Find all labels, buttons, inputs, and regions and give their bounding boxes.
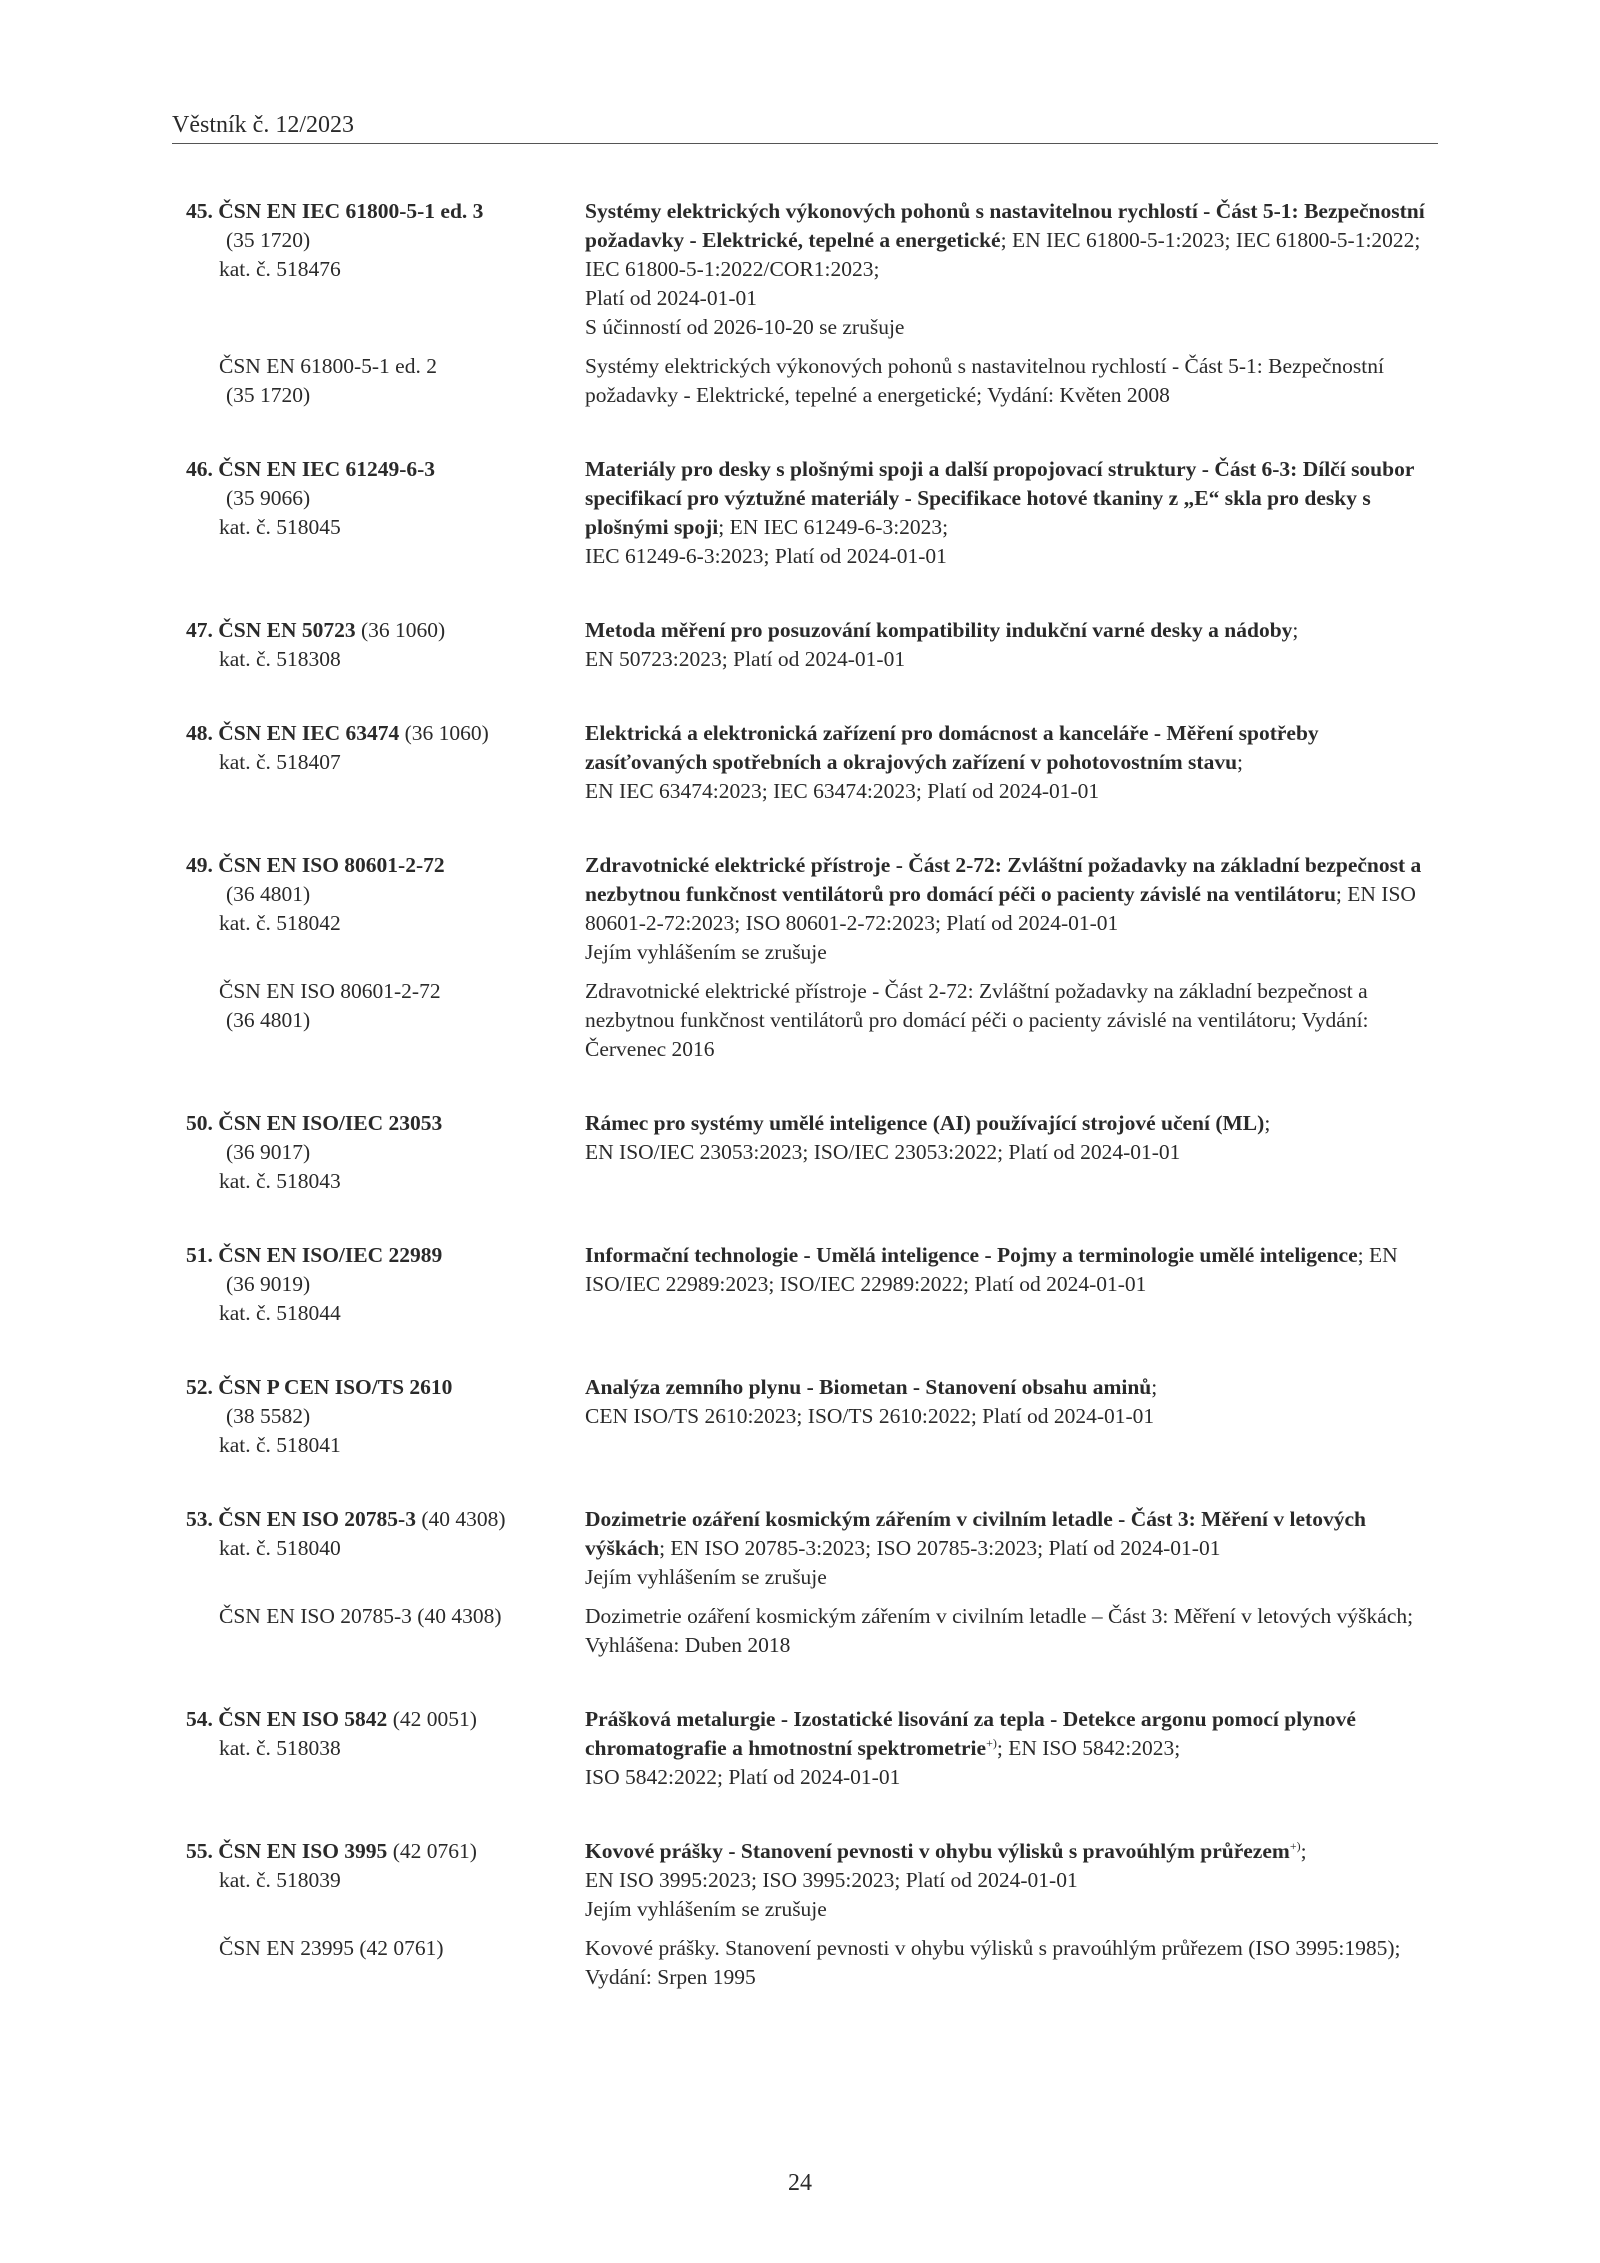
standard-title: Materiály pro desky s plošnými spoji a další propojovací struktury - Část 6-3: Dílčí soubor specifikací pro výztužné materiály - Specifikace hotové tkaniny z „E“ skla pro desky s plošnými spoji — [585, 457, 1414, 539]
standard-code: ČSN EN ISO 80601-2-72 — [218, 853, 445, 877]
catalog-number: kat. č. 518044 — [219, 1301, 341, 1325]
replaced-standard-description: Zdravotnické elektrické přístroje - Část 2-72: Zvláštní požadavky na základní bezpečnost a nezbytnou funkčnost ventilátorů pro domácí péči o pacienty závislé na ventilátoru; Vydání: Červenec 2016 — [585, 979, 1369, 1061]
standard-identifiers — [186, 616, 585, 674]
standard-identifiers — [186, 1241, 585, 1328]
standards-list — [186, 197, 1446, 2037]
replaced-standard-code: ČSN EN 61800-5-1 ed. 2 — [219, 354, 437, 378]
standard-title: Elektrická a elektronická zařízení pro domácnost a kanceláře - Měření spotřeby zasíťovaných spotřebních a okrajových zařízení v pohotovostním stavu — [585, 721, 1319, 774]
replaced-standard-description: Systémy elektrických výkonových pohonů s nastavitelnou rychlostí - Část 5-1: Bezpečnostní požadavky - Elektrické, tepelné a energetické; Vydání: Květen 2008 — [585, 354, 1384, 407]
classification-number: (35 1720) — [226, 228, 311, 252]
standard-title-paragraph — [585, 1373, 1446, 1431]
classification-number: (36 9017) — [226, 1140, 311, 1164]
standard-details: ; EN ISO 80601-2-72:2023; ISO 80601-2-72:2023; Platí od 2024-01-01 — [585, 882, 1416, 935]
standard-main-row — [186, 1505, 1446, 1592]
catalog-number: kat. č. 518039 — [219, 1868, 341, 1892]
standard-details: EN ISO/IEC 23053:2023; ISO/IEC 23053:2022; Platí od 2024-01-01 — [585, 1140, 1181, 1164]
catalog-number: kat. č. 518038 — [219, 1736, 341, 1760]
standard-title-paragraph — [585, 1837, 1446, 1924]
standard-description — [585, 1837, 1446, 1924]
standard-code: ČSN EN ISO 3995 — [218, 1839, 388, 1863]
standard-code-line — [186, 616, 585, 645]
standard-main-row — [186, 1705, 1446, 1792]
standard-details: ; EN ISO/IEC 22989:2023; ISO/IEC 22989:2022; Platí od 2024-01-01 — [585, 1243, 1398, 1296]
standard-entry — [186, 719, 1446, 806]
standard-description — [585, 616, 1446, 674]
catalog-number: kat. č. 518308 — [219, 647, 341, 671]
standard-entry — [186, 1705, 1446, 1792]
standard-entry — [186, 197, 1446, 410]
standard-identifiers — [186, 455, 585, 571]
entry-number: 52. — [186, 1375, 213, 1399]
standard-description — [585, 455, 1446, 571]
standard-description — [585, 1705, 1446, 1792]
standard-entry — [186, 1505, 1446, 1660]
catalog-number: kat. č. 518407 — [219, 750, 341, 774]
standard-code-line — [186, 1373, 585, 1402]
entry-number: 47. — [186, 618, 213, 642]
standard-identifiers — [186, 1505, 585, 1592]
standard-main-row — [186, 1241, 1446, 1328]
standard-details: ; EN IEC 61800-5-1:2023; IEC 61800-5-1:2022; IEC 61800-5-1:2022/COR1:2023; — [585, 228, 1421, 281]
title-separator: ; — [1151, 1375, 1158, 1399]
standard-main-row — [186, 1109, 1446, 1196]
standard-identifiers — [186, 1109, 585, 1196]
standard-details: ISO 5842:2022; Platí od 2024-01-01 — [585, 1765, 901, 1789]
standard-title: Informační technologie - Umělá inteligence - Pojmy a terminologie umělé inteligence — [585, 1243, 1358, 1267]
standard-title: Zdravotnické elektrické přístroje - Část 2-72: Zvláštní požadavky na základní bezpečnost a nezbytnou funkčnost ventilátorů pro domácí péči o pacienty závislé na ventilátoru — [585, 853, 1422, 906]
standard-main-row — [186, 455, 1446, 571]
standard-code-line — [186, 719, 585, 748]
standard-code: ČSN EN IEC 61249-6-3 — [218, 457, 436, 481]
standard-code: ČSN EN IEC 63474 — [218, 721, 400, 745]
entry-number: 49. — [186, 853, 213, 877]
catalog-number: kat. č. 518042 — [219, 911, 341, 935]
replaced-standard-identifiers — [186, 977, 585, 1064]
classification-number: (36 9019) — [226, 1272, 311, 1296]
standard-title: Kovové prášky - Stanovení pevnosti v ohybu výlisků s pravoúhlým průřezem — [585, 1839, 1290, 1863]
classification-number: (36 1060) — [399, 721, 489, 745]
standard-details: EN 50723:2023; Platí od 2024-01-01 — [585, 647, 906, 671]
page-number: 24 — [788, 2170, 812, 2196]
standard-main-row — [186, 719, 1446, 806]
standard-description — [585, 1505, 1446, 1592]
standard-entry — [186, 1373, 1446, 1460]
replaced-standard-row — [186, 1602, 1446, 1660]
standard-title: Dozimetrie ozáření kosmickým zářením v civilním letadle - Část 3: Měření v letových výškách — [585, 1507, 1366, 1560]
standard-title: Metoda měření pro posuzování kompatibility indukční varné desky a nádoby — [585, 618, 1293, 642]
entry-number: 53. — [186, 1507, 213, 1531]
standard-entry — [186, 1109, 1446, 1196]
standard-main-row — [186, 851, 1446, 967]
standard-entry — [186, 1837, 1446, 1992]
standard-description — [585, 719, 1446, 806]
standard-details: CEN ISO/TS 2610:2023; ISO/TS 2610:2022; Platí od 2024-01-01 — [585, 1404, 1155, 1428]
standard-code-line — [186, 1109, 585, 1138]
replaced-standard-row — [186, 352, 1446, 410]
replaced-standard-code: ČSN EN ISO 80601-2-72 — [219, 979, 441, 1003]
title-separator: ; — [1264, 1111, 1271, 1135]
classification-number: (42 0761) — [387, 1839, 477, 1863]
standard-description — [585, 197, 1446, 342]
standard-main-row — [186, 616, 1446, 674]
standard-code-line — [186, 197, 585, 226]
classification-number: (42 0051) — [387, 1707, 477, 1731]
classification-number: (40 4308) — [415, 1507, 506, 1531]
standard-details: ; EN ISO 20785-3:2023; ISO 20785-3:2023; Platí od 2024-01-01 — [659, 1536, 1221, 1560]
standard-details: Jejím vyhlášením se zrušuje — [585, 940, 827, 964]
standard-entry — [186, 851, 1446, 1064]
standard-description — [585, 1373, 1446, 1460]
replaced-standard-description: Kovové prášky. Stanovení pevnosti v ohybu výlisků s pravoúhlým průřezem (ISO 3995:1985); Vydání: Srpen 1995 — [585, 1936, 1401, 1989]
standard-code-line — [186, 1705, 585, 1734]
standard-title-paragraph — [585, 851, 1446, 967]
entry-number: 55. — [186, 1839, 213, 1863]
entry-number: 51. — [186, 1243, 213, 1267]
standard-details: ; EN ISO 5842:2023; — [996, 1736, 1181, 1760]
replaced-classification-number: (36 4801) — [226, 1008, 311, 1032]
entry-number: 48. — [186, 721, 213, 745]
title-separator: ; — [1292, 618, 1299, 642]
replaced-standard-row — [186, 1934, 1446, 1992]
standard-title: Analýza zemního plynu - Biometan - Stanovení obsahu aminů — [585, 1375, 1152, 1399]
standard-code-line — [186, 851, 585, 880]
standard-title-paragraph — [585, 1505, 1446, 1592]
replaced-standard-code: ČSN EN 23995 (42 0761) — [219, 1936, 444, 1960]
standard-entry — [186, 1241, 1446, 1328]
standard-main-row — [186, 1373, 1446, 1460]
standard-entry — [186, 455, 1446, 571]
replaced-standard-identifiers — [186, 352, 585, 410]
standard-identifiers — [186, 1837, 585, 1924]
standard-title-paragraph — [585, 197, 1446, 342]
replaced-standard-code: ČSN EN ISO 20785-3 (40 4308) — [219, 1604, 502, 1628]
catalog-number: kat. č. 518045 — [219, 515, 341, 539]
standard-title-paragraph — [585, 455, 1446, 571]
standard-details: IEC 61249-6-3:2023; Platí od 2024-01-01 — [585, 544, 947, 568]
standard-main-row — [186, 197, 1446, 342]
classification-number: (36 1060) — [355, 618, 446, 642]
standard-description — [585, 851, 1446, 967]
standard-code: ČSN EN ISO/IEC 23053 — [218, 1111, 443, 1135]
standard-details: ; EN IEC 61249-6-3:2023; — [718, 515, 949, 539]
standard-identifiers — [186, 1705, 585, 1792]
standard-code: ČSN EN ISO 5842 — [218, 1707, 388, 1731]
standard-title-paragraph — [585, 1109, 1446, 1167]
standard-title: Rámec pro systémy umělé inteligence (AI) používající strojové učení (ML) — [585, 1111, 1265, 1135]
standard-code: ČSN EN 50723 — [218, 618, 356, 642]
standard-title: Prášková metalurgie - Izostatické lisování za tepla - Detekce argonu pomocí plynové chromatografie a hmotnostní spektrometrie — [585, 1707, 1356, 1760]
catalog-number: kat. č. 518041 — [219, 1433, 341, 1457]
replaced-standard-identifiers — [186, 1602, 585, 1660]
standard-main-row — [186, 1837, 1446, 1924]
standard-code: ČSN EN ISO/IEC 22989 — [218, 1243, 443, 1267]
classification-number: (38 5582) — [226, 1404, 311, 1428]
standard-description — [585, 1241, 1446, 1328]
replaced-standard-description: Dozimetrie ozáření kosmickým zářením v civilním letadle – Část 3: Měření v letových výškách; Vyhlášena: Duben 2018 — [585, 1604, 1414, 1657]
standard-code-line — [186, 1505, 585, 1534]
entry-number: 50. — [186, 1111, 213, 1135]
replaced-standard-row — [186, 977, 1446, 1064]
standard-code: ČSN P CEN ISO/TS 2610 — [218, 1375, 453, 1399]
standard-code: ČSN EN IEC 61800-5-1 ed. 3 — [218, 199, 484, 223]
standard-identifiers — [186, 719, 585, 806]
standard-code-line — [186, 1837, 585, 1866]
standard-identifiers — [186, 1373, 585, 1460]
entry-number: 45. — [186, 199, 213, 223]
standard-title-paragraph — [585, 1241, 1446, 1299]
replaced-standard-identifiers — [186, 1934, 585, 1992]
standard-details: EN IEC 63474:2023; IEC 63474:2023; Platí od 2024-01-01 — [585, 779, 1100, 803]
catalog-number: kat. č. 518476 — [219, 257, 341, 281]
standard-title: Systémy elektrických výkonových pohonů s nastavitelnou rychlostí - Část 5-1: Bezpečnostní požadavky - Elektrické, tepelné a energetické — [585, 199, 1425, 252]
standard-code: ČSN EN ISO 20785-3 — [218, 1507, 416, 1531]
standard-details: S účinností od 2026-10-20 se zrušuje — [585, 315, 905, 339]
footnote-marker: +) — [986, 1735, 997, 1750]
footnote-marker: +) — [1289, 1838, 1301, 1853]
title-separator: ; — [1300, 1839, 1307, 1863]
standard-code-line — [186, 1241, 585, 1270]
standard-title-paragraph — [585, 719, 1446, 806]
standard-entry — [186, 616, 1446, 674]
standard-identifiers — [186, 197, 585, 342]
catalog-number: kat. č. 518040 — [219, 1536, 341, 1560]
classification-number: (35 9066) — [226, 486, 311, 510]
standard-code-line — [186, 455, 585, 484]
standard-details: EN ISO 3995:2023; ISO 3995:2023; Platí od 2024-01-01 — [585, 1868, 1078, 1892]
catalog-number: kat. č. 518043 — [219, 1169, 341, 1193]
standard-details: Platí od 2024-01-01 — [585, 286, 757, 310]
standard-title-paragraph — [585, 1705, 1446, 1792]
standard-details: Jejím vyhlášením se zrušuje — [585, 1565, 827, 1589]
standard-details: Jejím vyhlášením se zrušuje — [585, 1897, 827, 1921]
replaced-classification-number: (35 1720) — [226, 383, 311, 407]
entry-number: 54. — [186, 1707, 213, 1731]
entry-number: 46. — [186, 457, 213, 481]
journal-header: Věstník č. 12/2023 — [172, 112, 1438, 144]
standard-description — [585, 1109, 1446, 1196]
standard-title-paragraph — [585, 616, 1446, 674]
standard-identifiers — [186, 851, 585, 967]
classification-number: (36 4801) — [226, 882, 311, 906]
title-separator: ; — [1237, 750, 1244, 774]
